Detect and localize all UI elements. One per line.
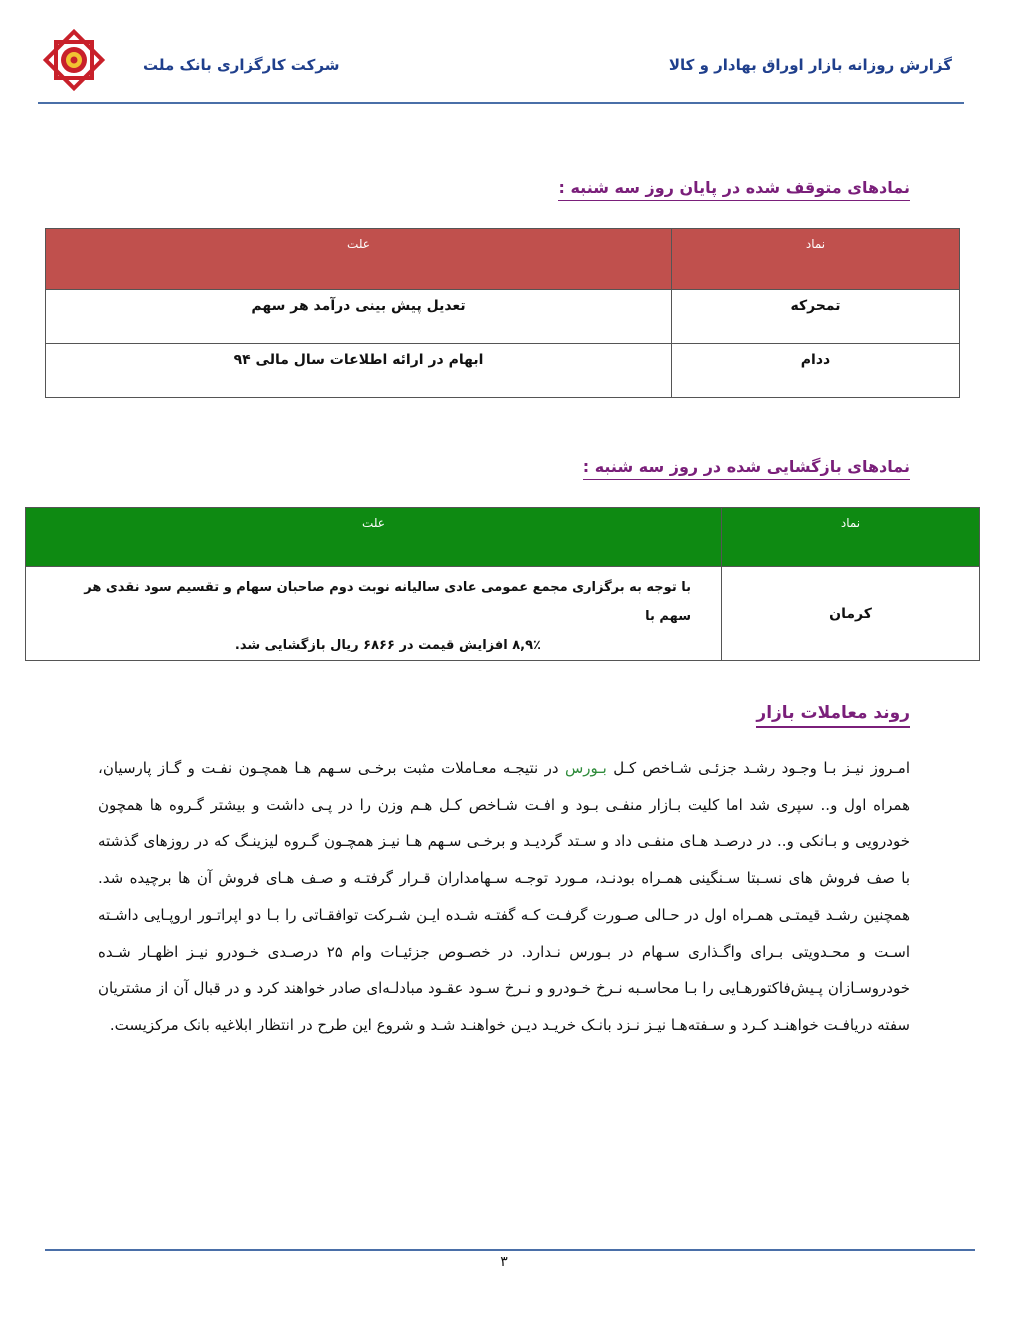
table-row [26, 567, 980, 661]
company-name: شرکت کارگزاری بانک ملت [143, 56, 340, 74]
symbol-cell: ددام [672, 344, 960, 398]
footer-divider [45, 1249, 975, 1251]
reopened-table [25, 507, 980, 661]
reason-line: ۸,۹٪ افزایش قیمت در ۶۸۶۶ ریال بازگشایی شد. [234, 638, 541, 653]
column-header-reason: علت [26, 508, 722, 567]
report-title: گزارش روزانه بازار اوراق بهادار و کالا [668, 56, 952, 74]
halted-table-header [46, 229, 960, 290]
halted-table [45, 228, 960, 398]
reopened-heading: نمادهای بازگشایی شده در روز سه شنبه : [583, 457, 910, 480]
page-number: ۳ [500, 1254, 508, 1270]
market-paragraph [98, 750, 910, 1044]
table-row [46, 344, 960, 398]
reason-cell [26, 567, 722, 661]
symbol-cell: کرمان [722, 567, 980, 661]
column-header-symbol: نماد [722, 508, 980, 567]
reason-line: با توجه به برگزاری مجمع عمومی عادی سالیانه نوبت دوم صاحبان سهام و تقسیم سود نقدی هر سهم با [84, 580, 691, 624]
market-heading: روند معاملات بازار [756, 703, 910, 728]
paragraph-text: امـروز نیـز بـا وجـود رشـد جزئـی شـاخص کـل [606, 759, 910, 777]
symbol-cell: تمحرکه [672, 290, 960, 344]
halted-heading: نمادهای متوقف شده در پایان روز سه شنبه : [558, 178, 910, 201]
column-header-symbol: نماد [672, 229, 960, 290]
reason-cell: تعدیل پیش بینی درآمد هر سهم [46, 290, 672, 344]
table-row [46, 290, 960, 344]
reopened-table-header [26, 508, 980, 567]
column-header-reason: علت [46, 229, 672, 290]
header-divider [38, 102, 964, 104]
bank-mellat-logo-icon [40, 26, 108, 94]
bourse-highlight: بـورس [564, 759, 607, 777]
reason-cell: ابهام در ارائه اطلاعات سال مالی ۹۴ [46, 344, 672, 398]
paragraph-text: در نتیجـه معـاملات مثبت برخـی سـهم هـا همچـون نفـت و گـاز پارسیان، همراه اول و.. سپری شد اما کلیت بـازار منفـی بـود و افـت شـاخص کـل هـم وزن را در پـی داشت و بیشتر گـروه ها همچون خودرویی و بـانکی و.. در درصـد هـای منفـی داد و سـتد گردیـد و برخـی سـهم هـا نیـز همچـون گـروه لیزینـگ که در روزهای گذشته با صف فروش های نسـبتا سـنگینی همـراه بودنـد، مـورد توجـه سـهامداران قـرار گرفتـه و صـف هـای فروش آن ها برچیده شد. همچنین رشـد قیمتـی همـراه اول در حـالی صـورت گرفـت کـه گفتـه شـده ایـن شـرکت توافقـاتی را بـا دو اپراتـور اروپـایی داشـته اسـت و محـدویتی بـرای واگـذاری سـهام در بـورس نـدارد. در خصـوص جزئیـات وام ۲۵ درصـدی خـودرو نیـز اظهـار شـده خودروسـازان پـیش‌فاکتورهـایی را بـا محاسـبه نـرخ خـودرو و نـرخ سـود عقـود مبادلـه‌ای صادر خواهند کرد و در قبال آن از مشتریان سفته دریافـت خواهنـد کـرد و سـفته‌هـا نیـز نـزد بانـک خریـد دیـن خواهنـد شـد و شروع این طرح در انتظار ابلاغیه بانک مرکزیست. [98, 759, 910, 1034]
